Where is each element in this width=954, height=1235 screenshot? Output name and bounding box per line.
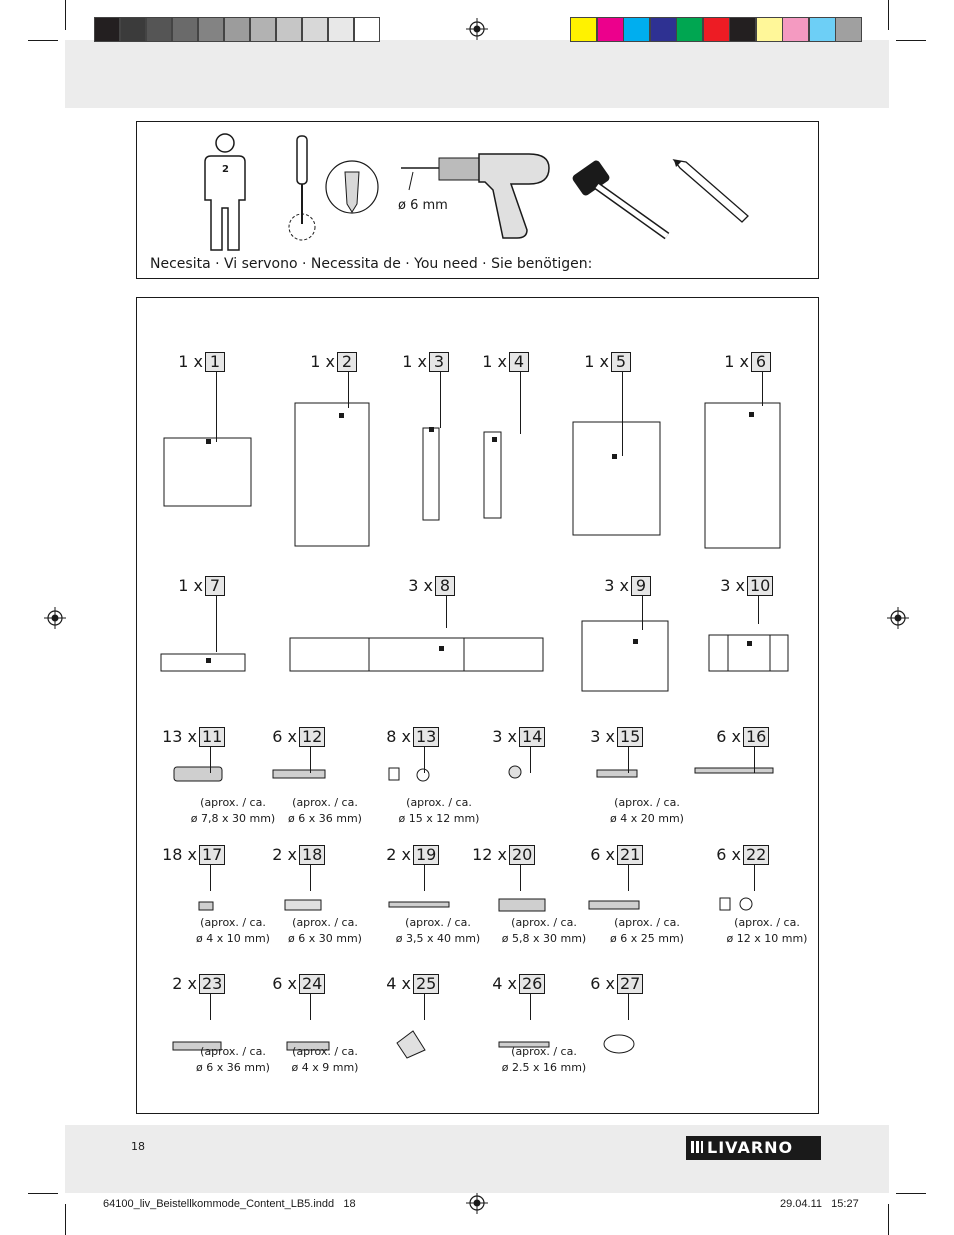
color-swatch [782,17,809,42]
leader-line [530,747,531,773]
leader-line [754,865,755,891]
part-number: 10 [747,576,773,596]
part-number: 15 [617,727,643,747]
leader-endpoint [206,439,211,444]
cam-lock-icon [720,898,730,910]
connector-bolt-icon [589,901,639,909]
part-number: 20 [509,845,535,865]
gray-swatch [354,17,380,42]
runner-rail-icon [695,768,773,773]
gray-swatch [94,17,120,42]
part-quantity: 1 x [402,352,427,371]
tools-box [136,121,819,279]
part-dimension-caption [610,915,684,947]
part-4-drawing [484,432,501,518]
leader-line [424,747,425,773]
leader-endpoint [206,658,211,663]
part-quantity: 6 x [272,974,297,993]
part-dimension-caption [196,1044,270,1076]
parts-box [136,297,819,1114]
leader-line [762,372,763,406]
part-number: 21 [617,845,643,865]
cam-lock-top-icon [417,769,429,781]
part-quantity: 2 x [386,845,411,864]
part-quantity: 6 x [716,845,741,864]
dowel-icon [499,899,545,911]
gray-swatch [302,17,328,42]
caption-line-2: ø 3,5 x 40 mm) [395,932,481,945]
caption-line-2: ø 5,8 x 30 mm) [501,932,587,945]
color-swatch [650,17,677,42]
color-swatch [835,17,862,42]
part-number: 23 [199,974,225,994]
part-quantity: 6 x [590,845,615,864]
part-number: 9 [631,576,651,596]
leader-line [310,994,311,1020]
brand-name: LIVARNO [707,1138,794,1157]
caption-line-2: ø 4 x 10 mm) [196,932,270,945]
caption-line-1: (aprox. / ca. [200,1045,266,1058]
part-5-drawing [573,422,660,535]
caption-line-2: ø 4 x 20 mm) [610,812,684,825]
part-dimension-caption [288,795,362,827]
part-number: 17 [199,845,225,865]
part-dimension-caption [396,915,480,947]
leader-endpoint [749,412,754,417]
part-dimension-caption [196,915,270,947]
part-10-drawing [709,635,788,671]
leader-line [216,372,217,442]
part-number: 26 [519,974,545,994]
drill-label: ø 6 mm [398,198,448,213]
leader-line [622,372,623,456]
part-quantity: 1 x [178,352,203,371]
crop-mark [888,0,889,30]
part-quantity: 12 x [472,845,507,864]
dowel-icon [174,767,222,781]
leader-line [348,372,349,408]
leader-line [446,596,447,628]
part-number: 3 [429,352,449,372]
part-dimension-caption [727,915,808,947]
part-quantity: 1 x [584,352,609,371]
part-1-drawing [164,438,251,506]
header-band [65,40,889,108]
caption-line-1: (aprox. / ca. [200,916,266,929]
part-dimension-caption [292,1044,359,1076]
part-quantity: 2 x [272,845,297,864]
part-number: 25 [413,974,439,994]
leader-endpoint [612,454,617,459]
crop-mark [28,40,58,41]
part-quantity: 3 x [720,576,745,595]
part-number: 13 [413,727,439,747]
registration-mark-icon [466,1192,488,1214]
part-quantity: 1 x [310,352,335,371]
glide-foot-icon [604,1035,634,1053]
crop-mark [28,1193,58,1194]
leader-line [310,747,311,773]
gray-swatch [276,17,302,42]
crop-mark [65,1204,66,1235]
caption-line-1: (aprox. / ca. [511,1045,577,1058]
part-quantity: 3 x [492,727,517,746]
caption-line-2: ø 6 x 36 mm) [196,1061,270,1074]
part-number: 19 [413,845,439,865]
gray-swatch [328,17,354,42]
part-number: 4 [509,352,529,372]
color-swatch [597,17,624,42]
screw-icon [597,770,637,777]
screwdriver-icon [287,132,382,244]
screw-icon [199,902,213,910]
caption-line-1: (aprox. / ca. [614,796,680,809]
registration-mark-icon [44,607,66,629]
leader-line [530,994,531,1020]
caption-line-1: (aprox. / ca. [511,916,577,929]
part-quantity: 3 x [590,727,615,746]
part-2-drawing [295,403,369,546]
person-count: 2 [222,164,229,175]
caption-line-1: (aprox. / ca. [614,916,680,929]
gray-swatch [198,17,224,42]
wood-screw-icon [389,902,449,907]
caption-line-2: ø 15 x 12 mm) [398,812,480,825]
registration-mark-icon [887,607,909,629]
color-swatch [570,17,597,42]
part-8-drawing [290,638,543,671]
leader-line [440,372,441,428]
part-number: 11 [199,727,225,747]
caption-line-2: ø 7,8 x 30 mm) [190,812,276,825]
gray-swatch [120,17,146,42]
leader-endpoint [339,413,344,418]
leader-endpoint [633,639,638,644]
date-time: 29.04.11 15:27 [780,1198,859,1210]
gray-swatch [146,17,172,42]
leader-line [628,994,629,1020]
page-number: 18 [131,1140,145,1153]
color-swatch [756,17,783,42]
part-dimension-caption [610,795,684,827]
leader-line [210,865,211,891]
corner-bracket-icon [397,1031,425,1058]
part-number: 2 [337,352,357,372]
wall-plug-icon [285,900,321,910]
leader-line [210,994,211,1020]
part-quantity: 3 x [408,576,433,595]
leader-line [216,596,217,652]
brand-logo [686,1136,821,1160]
hammer-icon [567,150,677,242]
leader-line [424,865,425,891]
part-number: 18 [299,845,325,865]
person-icon [195,130,255,252]
crop-mark [896,1193,926,1194]
part-number: 24 [299,974,325,994]
part-number: 22 [743,845,769,865]
leader-line [642,596,643,630]
leader-line [520,865,521,891]
gray-swatch [172,17,198,42]
pencil-icon [672,158,752,228]
part-6-drawing [705,403,780,548]
color-swatch [809,17,836,42]
part-number: 6 [751,352,771,372]
leader-line [424,994,425,1020]
leader-endpoint [747,641,752,646]
caption-line-2: ø 4 x 9 mm) [291,1061,359,1074]
color-swatch [729,17,756,42]
caption-line-1: (aprox. / ca. [734,916,800,929]
part-number: 27 [617,974,643,994]
caption-line-2: ø 6 x 36 mm) [288,812,362,825]
caption-line-2: ø 12 x 10 mm) [726,932,808,945]
part-7-drawing [161,654,245,671]
caption-line-1: (aprox. / ca. [292,916,358,929]
registration-mark-icon [466,18,488,40]
crop-mark [888,1204,889,1235]
part-number: 8 [435,576,455,596]
cam-lock-icon [389,768,399,780]
part-quantity: 1 x [724,352,749,371]
part-quantity: 6 x [272,727,297,746]
color-swatch [703,17,730,42]
crop-mark [65,0,66,30]
leader-line [758,596,759,624]
tools-caption: Necesita · Vi servono · Necessita de · You need · Sie benötigen: [150,256,593,272]
part-number: 14 [519,727,545,747]
leader-line [628,865,629,891]
part-3-drawing [423,428,439,520]
part-number: 7 [205,576,225,596]
part-quantity: 1 x [482,352,507,371]
caption-line-1: (aprox. / ca. [406,796,472,809]
part-quantity: 6 x [590,974,615,993]
leader-line [520,372,521,434]
part-quantity: 1 x [178,576,203,595]
connector-bolt-icon [273,770,325,778]
part-number: 12 [299,727,325,747]
leader-endpoint [429,427,434,432]
part-number: 16 [743,727,769,747]
leader-line [628,747,629,773]
part-dimension-caption [399,795,480,827]
part-quantity: 3 x [604,576,629,595]
leader-line [210,747,211,773]
caption-line-1: (aprox. / ca. [200,796,266,809]
part-dimension-caption [502,1044,586,1076]
caption-line-1: (aprox. / ca. [292,796,358,809]
color-swatch [676,17,703,42]
part-quantity: 4 x [492,974,517,993]
brand-logo-mark-icon [691,1141,703,1153]
leader-endpoint [492,437,497,442]
leader-line [754,747,755,773]
cam-lock-top-icon [740,898,752,910]
leader-endpoint [439,646,444,651]
part-quantity: 6 x [716,727,741,746]
gray-swatch [250,17,276,42]
caption-line-2: ø 6 x 25 mm) [610,932,684,945]
gray-swatch [224,17,250,42]
part-quantity: 8 x [386,727,411,746]
part-quantity: 4 x [386,974,411,993]
part-quantity: 13 x [162,727,197,746]
caption-line-1: (aprox. / ca. [405,916,471,929]
caption-line-2: ø 2.5 x 16 mm) [501,1061,587,1074]
leader-line [310,865,311,891]
color-swatch [623,17,650,42]
part-9-drawing [582,621,668,691]
part-dimension-caption [288,915,362,947]
caption-line-1: (aprox. / ca. [292,1045,358,1058]
part-number: 5 [611,352,631,372]
part-quantity: 2 x [172,974,197,993]
part-number: 1 [205,352,225,372]
part-dimension-caption [502,915,586,947]
knob-icon [509,766,521,778]
part-dimension-caption [191,795,275,827]
caption-line-2: ø 6 x 30 mm) [288,932,362,945]
part-quantity: 18 x [162,845,197,864]
file-name: 64100_liv_Beistellkommode_Content_LB5.indd 18 [103,1198,356,1210]
crop-mark [896,40,926,41]
